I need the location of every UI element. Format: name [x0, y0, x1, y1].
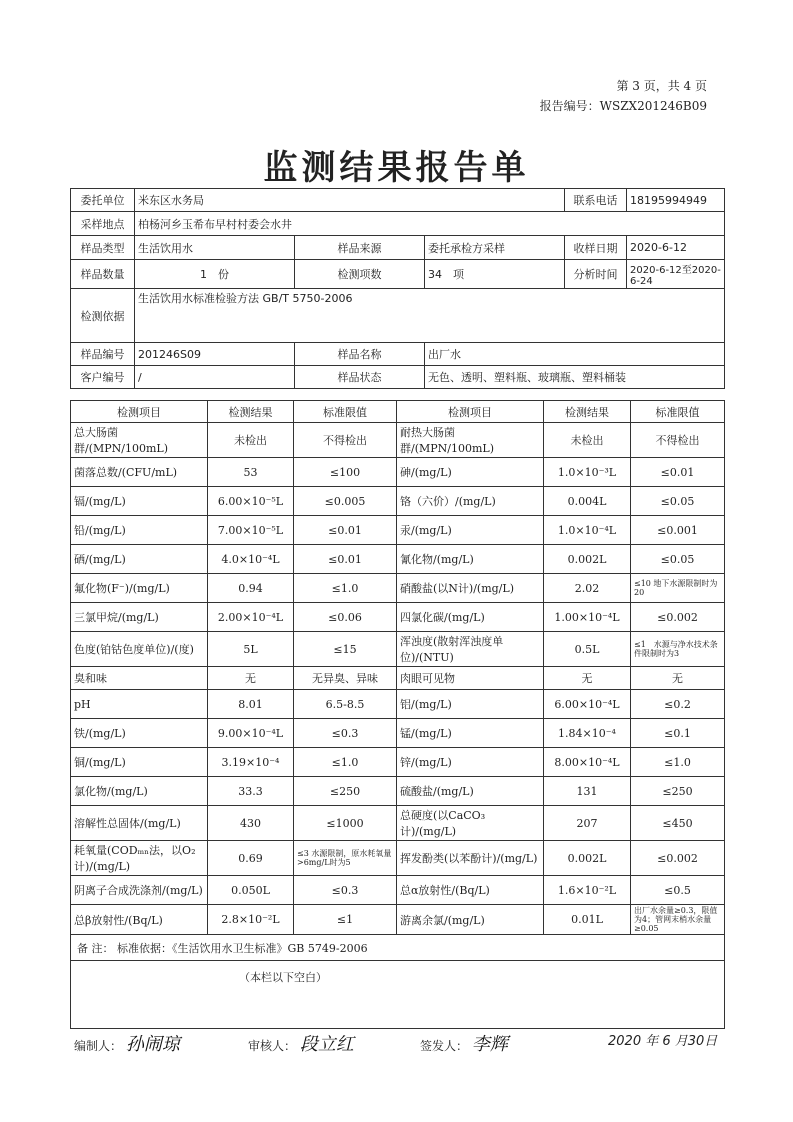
result-right: 0.01L [544, 905, 631, 935]
results-table [70, 400, 725, 1029]
result-right: 0.002L [544, 841, 631, 876]
limit-left: ≤250 [294, 777, 397, 806]
item-left: 臭和味 [71, 667, 208, 690]
customer-no-value: / [135, 366, 295, 389]
table-row [71, 487, 725, 516]
result-right: 0.004L [544, 487, 631, 516]
item-left: 总β放射性/(Bq/L) [71, 905, 208, 935]
site-value: 柏杨河乡玉希布早村村委会水井 [135, 212, 725, 236]
page-title: 监测结果报告单 [263, 148, 530, 188]
result-right: 1.6×10⁻²L [544, 876, 631, 905]
sample-state-label: 样品状态 [295, 366, 425, 389]
test-items-value: 34 项 [425, 260, 565, 289]
limit-right: ≤0.002 [631, 603, 725, 632]
issued-by [420, 1030, 508, 1056]
sample-info-table [70, 188, 725, 389]
limit-left: ≤0.005 [294, 487, 397, 516]
item-left: 镉/(mg/L) [71, 487, 208, 516]
report-number-value: WSZX201246B09 [599, 99, 707, 113]
result-right: 6.00×10⁻⁴L [544, 690, 631, 719]
remark-label: 备 注： [77, 941, 114, 955]
result-right: 207 [544, 806, 631, 841]
table-row [71, 603, 725, 632]
item-right: 汞/(mg/L) [397, 516, 544, 545]
table-row [71, 777, 725, 806]
limit-left: ≤0.01 [294, 545, 397, 574]
analysis-time-label: 分析时间 [565, 260, 627, 289]
limit-left: ≤0.3 [294, 876, 397, 905]
issue-date: 2020 年 6 月30日 [608, 1034, 718, 1049]
limit-right: ≤0.1 [631, 719, 725, 748]
limit-left: ≤1.0 [294, 574, 397, 603]
result-right: 8.00×10⁻⁴L [544, 748, 631, 777]
limit-left: 无异臭、异味 [294, 667, 397, 690]
test-basis-label: 检测依据 [71, 289, 135, 343]
sample-type-value: 生活饮用水 [135, 236, 295, 260]
item-left: 色度(铂钴色度单位)/(度) [71, 632, 208, 667]
result-right: 1.00×10⁻⁴L [544, 603, 631, 632]
item-right: 锌/(mg/L) [397, 748, 544, 777]
result-left: 5L [208, 632, 294, 667]
item-right: 耐热大肠菌群/(MPN/100mL) [397, 423, 544, 458]
prepared-label: 编制人： [74, 1039, 123, 1053]
table-row [71, 574, 725, 603]
item-right: 氰化物/(mg/L) [397, 545, 544, 574]
test-items-label: 检测项数 [295, 260, 425, 289]
sample-name-label: 样品名称 [295, 343, 425, 366]
remark-row [71, 935, 725, 961]
result-left: 无 [208, 667, 294, 690]
sample-source-value: 委托承检方采样 [425, 236, 565, 260]
remark-cell [71, 935, 725, 961]
limit-right: 无 [631, 667, 725, 690]
limit-left: ≤15 [294, 632, 397, 667]
remark-text: 标准依据：《生活饮用水卫生标准》GB 5749-2006 [117, 941, 368, 955]
prepared-signature: 孙闹琼 [125, 1034, 180, 1055]
receive-date-label: 收样日期 [565, 236, 627, 260]
table-row [71, 632, 725, 667]
table-row [71, 806, 725, 841]
blank-row [71, 961, 725, 1029]
item-right: 肉眼可见物 [397, 667, 544, 690]
test-basis-value: 生活饮用水标准检验方法 GB/T 5750-2006 [135, 289, 725, 343]
sample-state-value: 无色、透明、塑料瓶、玻璃瓶、塑料桶装 [425, 366, 725, 389]
table-row [71, 841, 725, 876]
client-value: 米东区水务局 [135, 189, 565, 212]
table-row [71, 748, 725, 777]
result-right: 未检出 [544, 423, 631, 458]
sample-source-label: 样品来源 [295, 236, 425, 260]
item-left: 铅/(mg/L) [71, 516, 208, 545]
analysis-time-value: 2020-6-12至2020-6-24 [627, 260, 725, 289]
item-left: 氯化物/(mg/L) [71, 777, 208, 806]
report-number [540, 96, 707, 116]
sample-name-value: 出厂水 [425, 343, 725, 366]
result-left: 4.0×10⁻⁴L [208, 545, 294, 574]
result-left: 53 [208, 458, 294, 487]
limit-right: ≤250 [631, 777, 725, 806]
sample-type-label: 样品类型 [71, 236, 135, 260]
table-row [71, 719, 725, 748]
sample-qty-label: 样品数量 [71, 260, 135, 289]
table-row [71, 545, 725, 574]
result-left: 8.01 [208, 690, 294, 719]
customer-no-label: 客户编号 [71, 366, 135, 389]
table-row [71, 905, 725, 935]
limit-left: ≤0.3 [294, 719, 397, 748]
limit-right: ≤450 [631, 806, 725, 841]
item-right: 浑浊度(散射浑浊度单位)/(NTU) [397, 632, 544, 667]
limit-right: 出厂水余量≥0.3，限值为4；管网末梢水余量≥0.05 [631, 905, 725, 935]
item-right: 硝酸盐(以N计)/(mg/L) [397, 574, 544, 603]
result-left: 未检出 [208, 423, 294, 458]
report-number-label: 报告编号： [539, 99, 600, 113]
table-row [71, 458, 725, 487]
item-left: 耗氧量(CODₘₙ法，以O₂ 计)/(mg/L) [71, 841, 208, 876]
limit-right: ≤1 水源与净水技术条件限制时为3 [631, 632, 725, 667]
limit-right: ≤0.05 [631, 487, 725, 516]
item-right: 硫酸盐/(mg/L) [397, 777, 544, 806]
item-right: 铬（六价）/(mg/L) [397, 487, 544, 516]
limit-right: ≤0.2 [631, 690, 725, 719]
limit-left: ≤100 [294, 458, 397, 487]
item-left: 铁/(mg/L) [71, 719, 208, 748]
item-right: 锰/(mg/L) [397, 719, 544, 748]
result-right: 131 [544, 777, 631, 806]
result-right: 1.0×10⁻³L [544, 458, 631, 487]
result-right: 0.002L [544, 545, 631, 574]
page-header [540, 76, 707, 116]
result-left: 6.00×10⁻⁵L [208, 487, 294, 516]
item-left: 菌落总数/(CFU/mL) [71, 458, 208, 487]
result-left: 7.00×10⁻⁵L [208, 516, 294, 545]
result-right: 2.02 [544, 574, 631, 603]
limit-left: ≤1000 [294, 806, 397, 841]
item-left: 铜/(mg/L) [71, 748, 208, 777]
item-right: 挥发酚类(以苯酚计)/(mg/L) [397, 841, 544, 876]
item-left: pH [71, 690, 208, 719]
limit-left: ≤0.01 [294, 516, 397, 545]
reviewer-label: 审核人： [248, 1039, 297, 1053]
reviewed-by [248, 1030, 354, 1056]
table-row [71, 876, 725, 905]
page-number: 第 3 页，共 4 页 [616, 79, 707, 93]
issuer-label: 签发人： [420, 1039, 469, 1053]
limit-right: ≤0.01 [631, 458, 725, 487]
limit-left: ≤1.0 [294, 748, 397, 777]
limit-right: ≤0.5 [631, 876, 725, 905]
result-left: 0.69 [208, 841, 294, 876]
item-left: 溶解性总固体/(mg/L) [71, 806, 208, 841]
result-left: 2.00×10⁻⁴L [208, 603, 294, 632]
result-left: 2.8×10⁻²L [208, 905, 294, 935]
reviewer-signature: 段立红 [299, 1034, 354, 1055]
header-result-left: 检测结果 [208, 401, 294, 423]
header-limit-left: 标准限值 [294, 401, 397, 423]
table-row [71, 667, 725, 690]
header-limit-right: 标准限值 [631, 401, 725, 423]
limit-right: ≤1.0 [631, 748, 725, 777]
limit-right: ≤10 地下水源限制时为20 [631, 574, 725, 603]
item-right: 四氯化碳/(mg/L) [397, 603, 544, 632]
blank-note: （本栏以下空白） [71, 961, 725, 1029]
limit-right: ≤0.05 [631, 545, 725, 574]
limit-right: 不得检出 [631, 423, 725, 458]
table-row [71, 516, 725, 545]
item-left: 硒/(mg/L) [71, 545, 208, 574]
result-left: 9.00×10⁻⁴L [208, 719, 294, 748]
header-result-right: 检测结果 [544, 401, 631, 423]
item-left: 氟化物(F⁻)/(mg/L) [71, 574, 208, 603]
result-right: 1.84×10⁻⁴ [544, 719, 631, 748]
item-right: 总硬度(以CaCO₃ 计)/(mg/L) [397, 806, 544, 841]
header-item-right: 检测项目 [397, 401, 544, 423]
sample-qty-value: 1 份 [135, 260, 295, 289]
item-right: 游离余氯/(mg/L) [397, 905, 544, 935]
item-left: 三氯甲烷/(mg/L) [71, 603, 208, 632]
receive-date-value: 2020-6-12 [627, 236, 725, 260]
phone-label: 联系电话 [565, 189, 627, 212]
item-right: 总α放射性/(Bq/L) [397, 876, 544, 905]
result-left: 430 [208, 806, 294, 841]
table-row [71, 690, 725, 719]
limit-left: 不得检出 [294, 423, 397, 458]
result-right: 1.0×10⁻⁴L [544, 516, 631, 545]
issuer-signature: 李辉 [471, 1034, 508, 1055]
prepared-by [74, 1030, 180, 1056]
limit-left: 6.5-8.5 [294, 690, 397, 719]
result-left: 3.19×10⁻⁴ [208, 748, 294, 777]
item-right: 砷/(mg/L) [397, 458, 544, 487]
header-item-left: 检测项目 [71, 401, 208, 423]
limit-left: ≤1 [294, 905, 397, 935]
site-label: 采样地点 [71, 212, 135, 236]
item-left: 阴离子合成洗涤剂/(mg/L) [71, 876, 208, 905]
limit-right: ≤0.001 [631, 516, 725, 545]
item-right: 铝/(mg/L) [397, 690, 544, 719]
result-right: 无 [544, 667, 631, 690]
result-left: 0.94 [208, 574, 294, 603]
result-right: 0.5L [544, 632, 631, 667]
sample-no-label: 样品编号 [71, 343, 135, 366]
item-left: 总大肠菌群/(MPN/100mL) [71, 423, 208, 458]
sample-no-value: 201246S09 [135, 343, 295, 366]
results-header-row [71, 401, 725, 423]
phone-value: 18195994949 [627, 189, 725, 212]
limit-right: ≤0.002 [631, 841, 725, 876]
limit-left: ≤3 水源限制，原水耗氧量>6mg/L时为5 [294, 841, 397, 876]
result-left: 33.3 [208, 777, 294, 806]
limit-left: ≤0.06 [294, 603, 397, 632]
client-label: 委托单位 [71, 189, 135, 212]
result-left: 0.050L [208, 876, 294, 905]
table-row [71, 423, 725, 458]
